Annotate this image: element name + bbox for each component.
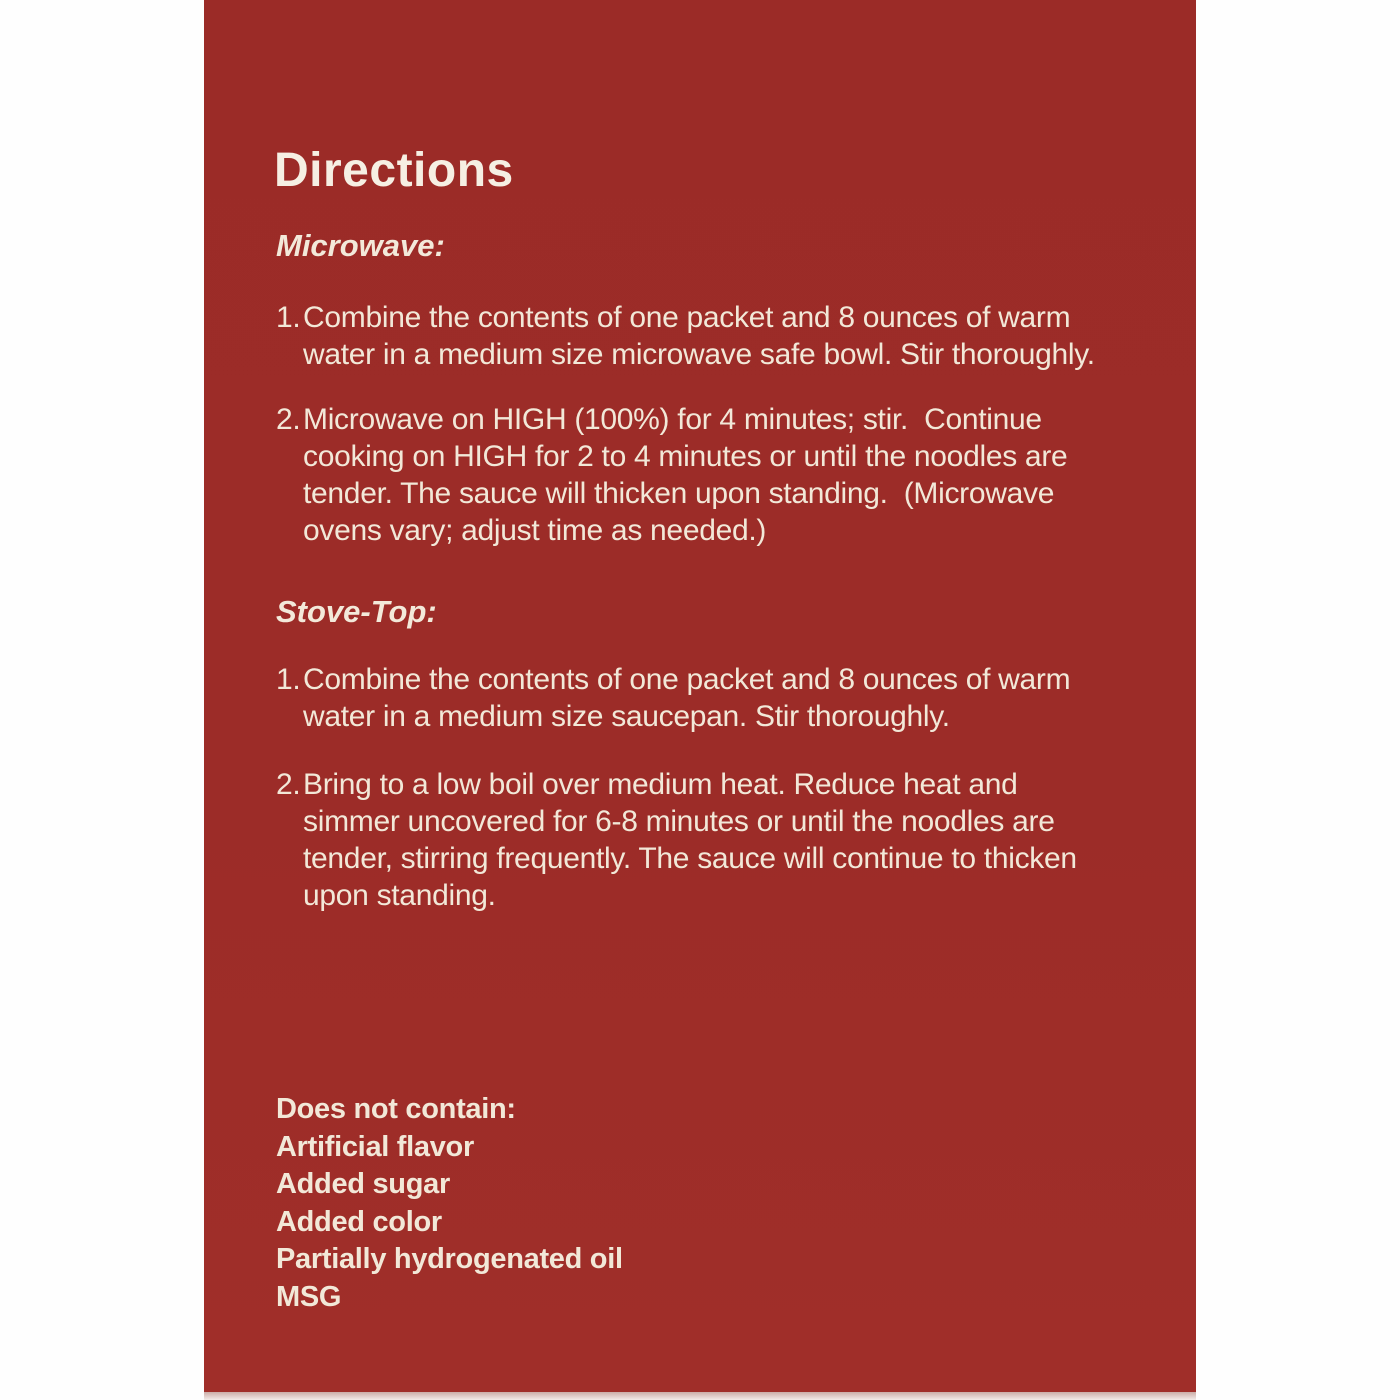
step-line: Microwave on HIGH (100%) for 4 minutes; stir. Continue (303, 403, 1042, 436)
does-not-contain-item: Added sugar (276, 1168, 450, 1200)
step-line: tender, stirring frequently. The sauce will continue to thicken (303, 842, 1077, 875)
step-number: 2. (276, 403, 301, 436)
stovetop-step-1 (276, 661, 1070, 735)
panel-bottom-edge (204, 1392, 1196, 1400)
does-not-contain-item: MSG (276, 1280, 342, 1313)
microwave-step-2 (276, 401, 1067, 549)
does-not-contain-item: Partially hydrogenated oil (276, 1243, 623, 1275)
step-line: water in a medium size microwave safe bowl. Stir thoroughly. (303, 338, 1095, 371)
step-number: 2. (276, 768, 301, 801)
step-number: 1. (276, 663, 301, 696)
step-line: simmer uncovered for 6-8 minutes or until the noodles are (303, 805, 1055, 838)
step-number: 1. (276, 301, 301, 334)
step-text (303, 299, 1095, 373)
step-line: cooking on HIGH for 2 to 4 minutes or until the noodles are (303, 440, 1068, 473)
microwave-step-1 (276, 299, 1095, 373)
stovetop-step-2 (276, 766, 1077, 914)
step-line: Bring to a low boil over medium heat. Reduce heat and (303, 768, 1018, 801)
microwave-heading: Microwave: (276, 228, 445, 263)
step-line: Combine the contents of one packet and 8 ounces of warm (303, 663, 1071, 696)
step-line: tender. The sauce will thicken upon standing. (Microwave (303, 477, 1055, 510)
stovetop-heading: Stove-Top: (276, 594, 437, 629)
step-line: Combine the contents of one packet and 8 ounces of warm (303, 301, 1071, 334)
step-line: upon standing. (303, 879, 496, 912)
directions-panel (204, 0, 1196, 1392)
directions-title: Directions (274, 144, 514, 197)
step-text (303, 401, 1067, 549)
step-text (303, 661, 1070, 735)
does-not-contain-block (276, 1091, 623, 1316)
does-not-contain-item: Artificial flavor (276, 1130, 474, 1163)
step-text (303, 766, 1077, 914)
step-line: ovens vary; adjust time as needed.) (303, 514, 767, 547)
does-not-contain-item: Added color (276, 1205, 442, 1238)
step-line: water in a medium size saucepan. Stir thoroughly. (303, 700, 950, 733)
does-not-contain-heading: Does not contain: (276, 1093, 516, 1125)
